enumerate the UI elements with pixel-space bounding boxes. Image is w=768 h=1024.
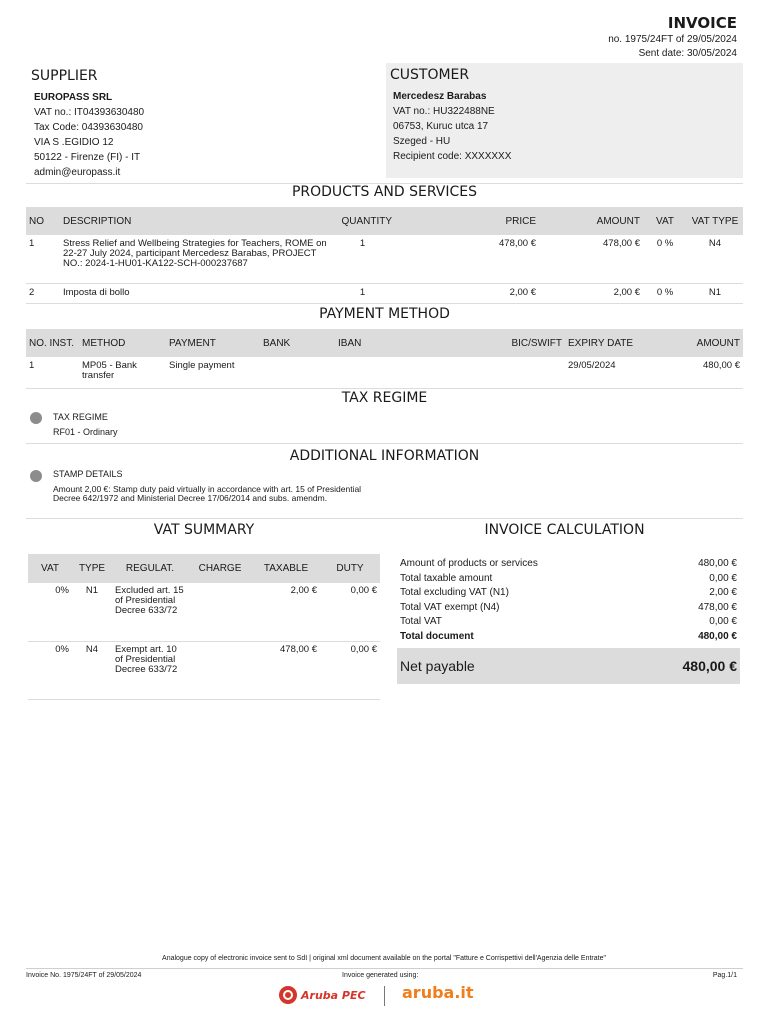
payment-title: PAYMENT METHOD xyxy=(319,306,450,322)
supplier-tax-code: Tax Code: 04393630480 xyxy=(34,122,143,133)
supplier-name: EUROPASS SRL xyxy=(34,92,113,103)
customer-vat: VAT no.: HU322488NE xyxy=(393,106,495,117)
col-header: VAT TYPE xyxy=(687,207,743,235)
calculation-list xyxy=(397,557,740,644)
invoice-title: INVOICE xyxy=(667,14,737,32)
calc-value: 480,00 € xyxy=(698,558,737,569)
customer-address: 06753, Kuruc utca 17 xyxy=(393,121,489,132)
cell-taxable: 2,00 € xyxy=(252,583,320,641)
customer-name: Mercedesz Barabas xyxy=(393,91,487,102)
calc-row xyxy=(397,572,740,587)
cell-vat: 0 % xyxy=(643,283,687,303)
calc-label: Total taxable amount xyxy=(400,572,493,584)
aruba-pec-icon xyxy=(278,985,298,1005)
calc-label: Amount of products or services xyxy=(400,558,538,569)
aruba-it-logo xyxy=(402,983,474,1002)
customer-city: Szeged - HU xyxy=(393,136,451,147)
cell-type: N1 xyxy=(72,583,112,641)
col-header: PRICE xyxy=(395,207,539,235)
col-header: NO. INST. xyxy=(26,329,79,357)
col-header: VAT xyxy=(643,207,687,235)
cell-duty: 0,00 € xyxy=(320,641,380,699)
cell-installment: 1 xyxy=(26,357,79,388)
col-header: EXPIRY DATE xyxy=(565,329,651,357)
col-header: CHARGE xyxy=(188,554,252,583)
calc-total-row xyxy=(397,630,740,645)
calc-label: Total VAT xyxy=(400,616,442,627)
col-header: PAYMENT xyxy=(166,329,260,357)
footer-note: Analogue copy of electronic invoice sent to SdI | original xml document available on the portal "Fatture e Corrispettivi dell'Agenzia delle Entrate" xyxy=(162,955,606,962)
supplier-email[interactable]: admin@europass.it xyxy=(34,167,121,178)
tax-regime-title: TAX REGIME xyxy=(341,390,428,406)
cell-iban xyxy=(335,357,501,388)
table-row xyxy=(26,235,743,283)
calc-label: Total document xyxy=(400,630,474,642)
cell-amount: 480,00 € xyxy=(651,357,743,388)
aruba-it-text: aruba.it xyxy=(402,983,474,1002)
divider xyxy=(26,443,743,444)
net-payable-label: Net payable xyxy=(400,658,475,674)
supplier-address: VIA S .EGIDIO 12 xyxy=(34,137,114,148)
logo-divider xyxy=(384,986,385,1006)
calc-value: 0,00 € xyxy=(709,572,737,584)
col-header: REGULAT. xyxy=(112,554,188,583)
cell-bic xyxy=(501,357,565,388)
divider xyxy=(26,518,743,519)
col-header: DUTY xyxy=(320,554,380,583)
footer-generated-by: Invoice generated using: xyxy=(342,972,419,979)
calc-value: 0,00 € xyxy=(709,616,737,627)
additional-title: ADDITIONAL INFORMATION xyxy=(289,448,480,464)
net-payable-value: 480,00 € xyxy=(682,658,737,674)
cell-bank xyxy=(260,357,335,388)
supplier-title: SUPPLIER xyxy=(31,68,98,84)
calc-row xyxy=(397,557,740,572)
cell-price: 478,00 € xyxy=(395,235,539,283)
col-header: BIC/SWIFT xyxy=(501,329,565,357)
cell-regulation: Excluded art. 15 of Presidential Decree 633/72 xyxy=(112,583,188,641)
col-header: VAT xyxy=(28,554,72,583)
cell-no: 2 xyxy=(26,283,60,303)
vat-summary-title: VAT SUMMARY xyxy=(153,522,255,538)
supplier-vat: VAT no.: IT04393630480 xyxy=(34,107,145,118)
col-header: QUANTITY xyxy=(330,207,395,235)
cell-duty: 0,00 € xyxy=(320,583,380,641)
cell-quantity: 1 xyxy=(330,235,395,283)
supplier-city: 50122 - Firenze (FI) - IT xyxy=(34,152,141,163)
net-payable-box xyxy=(397,648,740,684)
tax-regime-label: TAX REGIME xyxy=(53,412,108,422)
cell-no: 1 xyxy=(26,235,60,283)
col-header: NO xyxy=(26,207,60,235)
supplier-block xyxy=(27,64,377,178)
cell-description: Stress Relief and Wellbeing Strategies for Teachers, ROME on 22-27 July 2024, participant Mercedesz Barabas, PROJECT NO.: 2024-1-HU01-KA122-SCH-000237687 xyxy=(60,235,330,283)
cell-vat-type: N1 xyxy=(687,283,743,303)
cell-description: Imposta di bollo xyxy=(60,283,330,303)
table-row xyxy=(26,357,743,388)
calc-value: 2,00 € xyxy=(709,587,737,598)
table-row xyxy=(28,641,380,699)
col-header: DESCRIPTION xyxy=(60,207,330,235)
products-table xyxy=(26,207,743,304)
table-row xyxy=(26,283,743,303)
col-header: METHOD xyxy=(79,329,166,357)
cell-charge xyxy=(188,583,252,641)
cell-amount: 2,00 € xyxy=(539,283,643,303)
divider xyxy=(26,968,743,969)
cell-type: N4 xyxy=(72,641,112,699)
col-header: TAXABLE xyxy=(252,554,320,583)
customer-recipient-code: Recipient code: XXXXXXX xyxy=(393,151,512,162)
stamp-label: STAMP DETAILS xyxy=(53,469,123,479)
payment-table xyxy=(26,329,743,389)
bullet-icon xyxy=(30,470,42,482)
sent-date: Sent date: 30/05/2024 xyxy=(638,48,737,59)
cell-taxable: 478,00 € xyxy=(252,641,320,699)
col-header: AMOUNT xyxy=(539,207,643,235)
customer-title: CUSTOMER xyxy=(390,67,470,83)
stamp-text: Amount 2,00 €: Stamp duty paid virtually in accordance with art. 15 of Presidential Decree 642/1972 and Ministerial Decree 17/06/2014 and subs. amendm. xyxy=(53,484,362,503)
cell-method: MP05 - Bank transfer xyxy=(79,357,166,388)
cell-vat: 0% xyxy=(28,641,72,699)
calculation-title: INVOICE CALCULATION xyxy=(484,522,645,538)
cell-expiry: 29/05/2024 xyxy=(565,357,651,388)
bullet-icon xyxy=(30,412,42,424)
cell-quantity: 1 xyxy=(330,283,395,303)
calc-row xyxy=(397,586,740,601)
footer-invoice-no: Invoice No. 1975/24FT of 29/05/2024 xyxy=(26,972,142,979)
calc-value: 478,00 € xyxy=(698,601,737,613)
col-header: IBAN xyxy=(335,329,501,357)
cell-price: 2,00 € xyxy=(395,283,539,303)
calc-row xyxy=(397,601,740,616)
aruba-pec-logo xyxy=(278,985,366,1005)
calc-row xyxy=(397,615,740,630)
cell-charge xyxy=(188,641,252,699)
cell-vat: 0% xyxy=(28,583,72,641)
calc-label: Total excluding VAT (N1) xyxy=(400,587,509,598)
calc-label: Total VAT exempt (N4) xyxy=(400,601,500,613)
col-header: TYPE xyxy=(72,554,112,583)
cell-vat-type: N4 xyxy=(687,235,743,283)
cell-amount: 478,00 € xyxy=(539,235,643,283)
footer-page: Pag.1/1 xyxy=(712,972,737,979)
products-title: PRODUCTS AND SERVICES xyxy=(291,184,478,200)
col-header: AMOUNT xyxy=(651,329,743,357)
tax-regime-value: RF01 - Ordinary xyxy=(53,427,118,437)
cell-regulation: Exempt art. 10 of Presidential Decree 633/72 xyxy=(112,641,188,699)
invoice-number: no. 1975/24FT of 29/05/2024 xyxy=(608,34,737,45)
customer-block xyxy=(386,63,743,178)
cell-vat: 0 % xyxy=(643,235,687,283)
table-row xyxy=(28,583,380,641)
col-header: BANK xyxy=(260,329,335,357)
vat-summary-table xyxy=(28,554,380,700)
aruba-pec-text: Aruba PEC xyxy=(301,988,366,1002)
calc-value: 480,00 € xyxy=(698,630,737,642)
cell-payment: Single payment xyxy=(166,357,260,388)
